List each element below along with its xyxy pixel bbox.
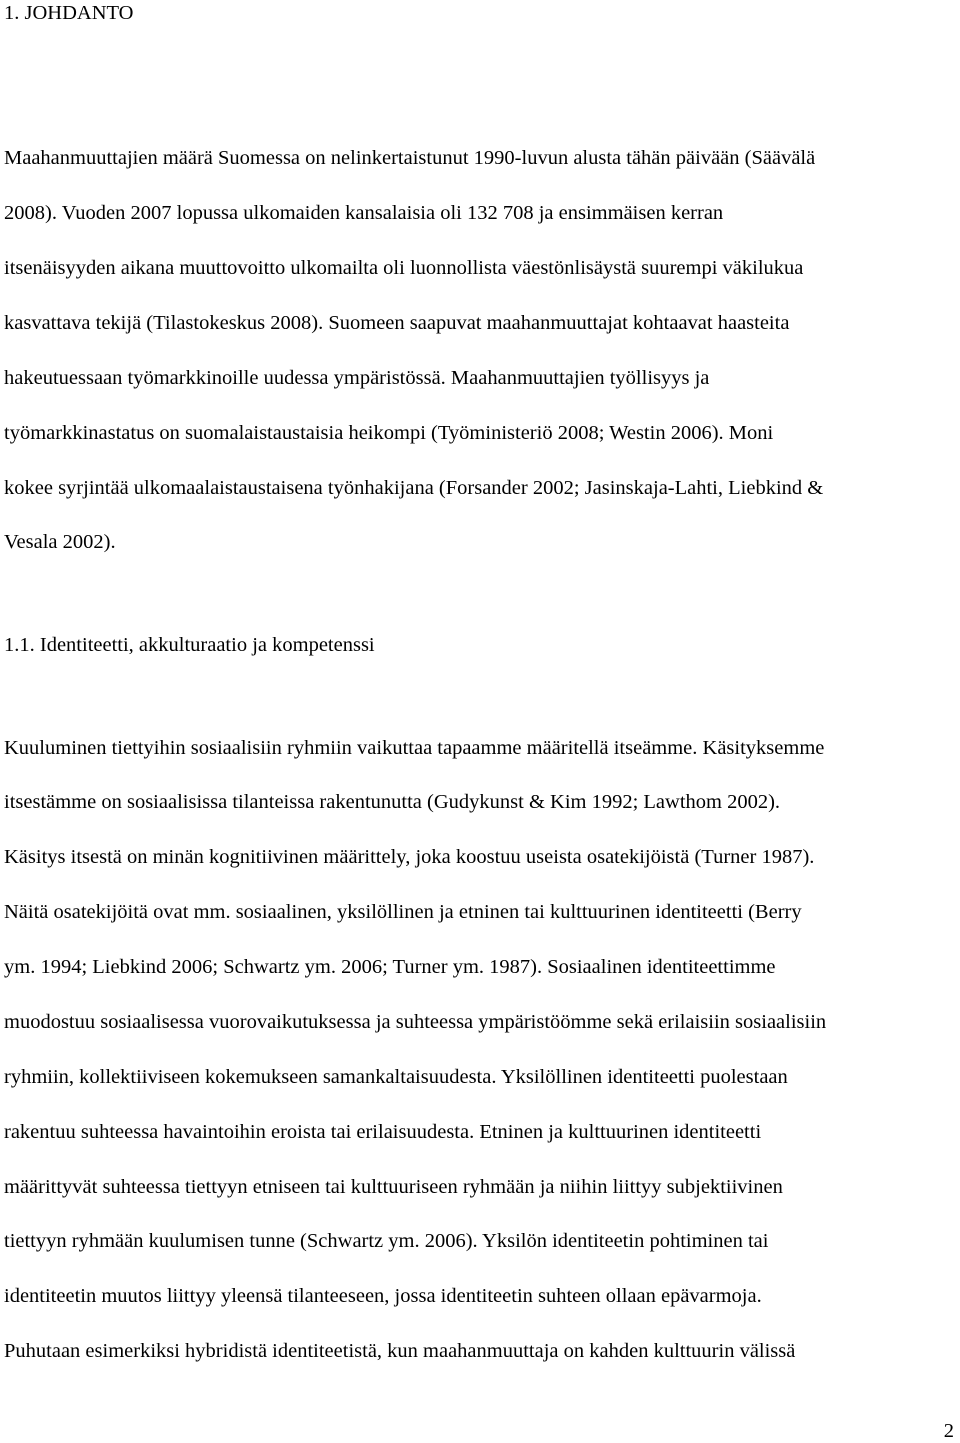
section-line: määrittyvät suhteessa tiettyyn etniseen tai kulttuuriseen ryhmään ja niihin liittyy subjektiivinen xyxy=(4,1176,783,1198)
section-line: ryhmiin, kollektiiviseen kokemukseen samankaltaisuudesta. Yksilöllinen identiteetti puolestaan xyxy=(4,1066,788,1088)
intro-line: hakeutuessaan työmarkkinoille uudessa ympäristössä. Maahanmuuttajien työllisyys ja xyxy=(4,367,710,389)
section-line: Näitä osatekijöitä ovat mm. sosiaalinen, yksilöllinen ja etninen tai kulttuurinen identiteetti (Berry xyxy=(4,901,802,923)
section-line: identiteetin muutos liittyy yleensä tilanteeseen, jossa identiteetin suhteen ollaan epävarmoja. xyxy=(4,1285,762,1307)
chapter-heading: 1. JOHDANTO xyxy=(4,2,134,24)
section-heading: 1.1. Identiteetti, akkulturaatio ja kompetenssi xyxy=(4,634,375,656)
intro-line: 2008). Vuoden 2007 lopussa ulkomaiden kansalaisia oli 132 708 ja ensimmäisen kerran xyxy=(4,202,724,224)
section-line: Puhutaan esimerkiksi hybridistä identiteetistä, kun maahanmuuttaja on kahden kulttuurin välissä xyxy=(4,1340,796,1362)
section-line: ym. 1994; Liebkind 2006; Schwartz ym. 2006; Turner ym. 1987). Sosiaalinen identiteettimme xyxy=(4,956,776,978)
page-number: 2 xyxy=(943,1420,954,1442)
intro-line: Maahanmuuttajien määrä Suomessa on nelinkertaistunut 1990-luvun alusta tähän päivään (Säävälä xyxy=(4,147,816,169)
section-line: Käsitys itsestä on minän kognitiivinen määrittely, joka koostuu useista osatekijöistä (Turner 1987). xyxy=(4,846,815,868)
intro-line: kasvattava tekijä (Tilastokeskus 2008). Suomeen saapuvat maahanmuuttajat kohtaavat haasteita xyxy=(4,312,790,334)
section-line: Kuuluminen tiettyihin sosiaalisiin ryhmiin vaikuttaa tapaamme määritellä itseämme. Käsityksemme xyxy=(4,737,825,759)
intro-line: itsenäisyyden aikana muuttovoitto ulkomailta oli luonnollista väestönlisäystä suurempi väkilukua xyxy=(4,257,804,279)
section-line: itsestämme on sosiaalisissa tilanteissa rakentunutta (Gudykunst & Kim 1992; Lawthom 2002). xyxy=(4,791,781,813)
section-line: muodostuu sosiaalisessa vuorovaikutuksessa ja suhteessa ympäristöömme sekä erilaisiin sosiaalisiin xyxy=(4,1011,827,1033)
intro-line: työmarkkinastatus on suomalaistaustaisia heikompi (Työministeriö 2008; Westin 2006). Moni xyxy=(4,422,774,444)
intro-line: kokee syrjintää ulkomaalaistaustaisena työnhakijana (Forsander 2002; Jasinskaja-Lahti, Liebkind & xyxy=(4,477,824,499)
section-line: rakentuu suhteessa havaintoihin eroista tai erilaisuudesta. Etninen ja kulttuurinen identiteetti xyxy=(4,1121,762,1143)
intro-line: Vesala 2002). xyxy=(4,531,116,553)
section-line: tiettyyn ryhmään kuulumisen tunne (Schwartz ym. 2006). Yksilön identiteetin pohtiminen tai xyxy=(4,1230,769,1252)
